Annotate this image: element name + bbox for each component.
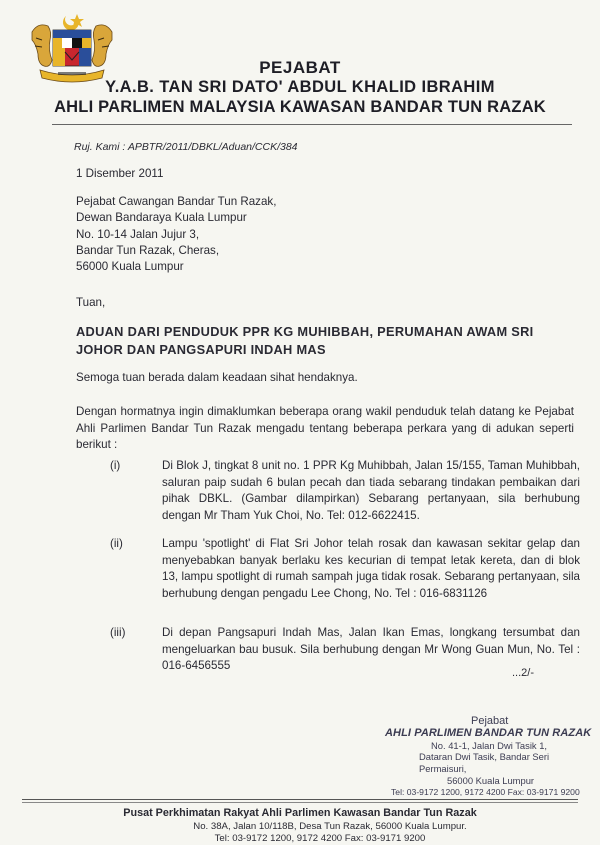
stamp-office: Pejabat [471, 715, 509, 727]
greeting-line: Semoga tuan berada dalam keadaan sihat hendaknya. [76, 371, 358, 384]
footer-divider [22, 799, 578, 800]
recipient-address [76, 195, 276, 276]
letterhead-title: AHLI PARLIMEN MALAYSIA KAWASAN BANDAR TUN RAZAK [54, 98, 546, 116]
address-line: 56000 Kuala Lumpur [76, 260, 184, 274]
letterhead-office: PEJABAT [259, 58, 341, 77]
page-continuation: ...2/- [512, 667, 535, 679]
footer-divider-thin [22, 802, 578, 803]
salutation: Tuan, [76, 296, 106, 309]
item-number: (i) [110, 459, 121, 472]
stamp-line: Dataran Dwi Tasik, Bandar Seri Permaisuri, [419, 751, 550, 775]
footer-phones: Tel: 03-9172 1200, 9172 4200 Fax: 03-9171 9200 [214, 833, 426, 844]
office-stamp [385, 716, 595, 799]
complaint-item [110, 625, 580, 675]
header-divider [52, 124, 572, 125]
subject-heading: ADUAN DARI PENDUDUK PPR KG MUHIBBAH, PERUMAHAN AWAM SRI JOHOR DAN PANGSAPURI INDAH MAS [76, 324, 534, 357]
reference-number: Ruj. Kami : APBTR/2011/DBKL/Aduan/CCK/384 [74, 141, 298, 153]
item-number: (ii) [110, 537, 123, 550]
letter-date: 1 Disember 2011 [76, 167, 164, 180]
footer-title: Pusat Perkhimatan Rakyat Ahli Parlimen Kawasan Bandar Tun Razak [123, 807, 477, 819]
item-text: Di depan Pangsapuri Indah Mas, Jalan Ikan Emas, longkang tersumbat dan mengeluarkan bau busuk. Sila berhubung dengan Mr Wong Guan Mun, No. Tel : 016-6456555 [162, 626, 580, 672]
address-line: Pejabat Cawangan Bandar Tun Razak, [76, 195, 277, 208]
complaint-item [110, 536, 580, 602]
address-line: Bandar Tun Razak, Cheras, [76, 243, 220, 257]
footer-address: No. 38A, Jalan 10/118B, Desa Tun Razak, 56000 Kuala Lumpur. [193, 821, 467, 832]
stamp-name: AHLI PARLIMEN BANDAR TUN RAZAK [385, 726, 592, 739]
address-line: No. 10-14 Jalan Jujur 3, [76, 227, 200, 241]
item-text: Lampu 'spotlight' di Flat Sri Johor telah rosak dan kawasan sekitar gelap dan menyebabkan banyak berlaku kes kecurian di tempat letak kereta, dan di blok 13, lampu spotlight di rumah sampah juga tidak rosak. Sebarang pertanyaan, sila berhubung dengan pengadu Lee Chong, No. Tel : 016-6831126 [162, 537, 580, 600]
item-text: Di Blok J, tingkat 8 unit no. 1 PPR Kg Muhibbah, Jalan 15/155, Taman Muhibbah, saluran paip sudah 6 bulan pecah dan tiada sebarang tindakan pembaikan dari pihak DBKL. (Gambar dilampirkan) Sebarang pertanyaan, sila berhubung dengan Mr Tham Yuk Choi, No. Tel: 012-6622415. [162, 459, 580, 522]
intro-paragraph: Dengan hormatnya ingin dimaklumkan beberapa orang wakil penduduk telah datang ke Pejabat Ahli Parlimen Bandar Tun Razak mengadu tentang beberapa perkara yang di adukan seperti berikut : [76, 405, 574, 451]
stamp-line: Tel: 03-9172 1200, 9172 4200 Fax: 03-9171 9200 [391, 786, 580, 797]
stamp-line: 56000 Kuala Lumpur [447, 774, 535, 786]
item-number: (iii) [110, 626, 126, 639]
complaint-item [110, 458, 580, 524]
letterhead-name: Y.A.B. TAN SRI DATO' ABDUL KHALID IBRAHIM [105, 78, 495, 96]
address-line: Dewan Bandaraya Kuala Lumpur [76, 211, 247, 225]
stamp-line: No. 41-1, Jalan Dwi Tasik 1, [431, 739, 548, 751]
